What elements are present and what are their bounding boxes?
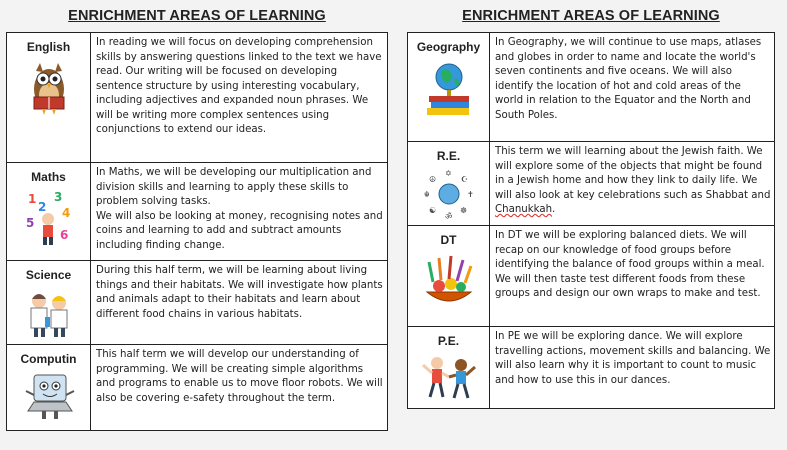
table-row — [7, 261, 388, 345]
svg-text:✝: ✝ — [466, 190, 474, 199]
subject-name: R.E. — [436, 149, 461, 163]
table-row — [408, 33, 775, 142]
religious-symbols-icon — [423, 168, 475, 220]
description-text-main: This term we will learning about the Jewish faith. We will explore some of the objects that might be found in a Jewish home and how they link to daily life. We will also look at key celebrations such as Shabbat and — [495, 146, 771, 201]
description-cell — [91, 163, 388, 261]
svg-text:2: 2 — [37, 200, 46, 214]
subject-name: P.E. — [437, 334, 460, 348]
svg-text:☪: ☪ — [460, 175, 468, 184]
food-groups-icon — [421, 252, 477, 310]
scientists-icon — [22, 287, 76, 339]
left-heading: ENRICHMENT AREAS OF LEARNING — [68, 8, 326, 24]
table-row — [408, 142, 775, 226]
subject-name: Geography — [416, 40, 481, 54]
left-panel — [6, 0, 388, 431]
subject-cell — [408, 33, 490, 142]
subject-cell — [408, 327, 490, 409]
svg-text:5: 5 — [25, 216, 34, 230]
right-panel — [407, 0, 775, 409]
subject-name: Computin — [20, 352, 77, 366]
left-table — [6, 32, 388, 431]
subject-cell — [7, 345, 91, 431]
svg-text:☬: ☬ — [423, 190, 430, 199]
description-text: In PE we will be exploring dance. We will explore travelling actions, movement skills and balancing. We will also learn why it is important to count to music and how to use this in our dances. — [495, 331, 771, 386]
description-text — [495, 145, 771, 218]
description-text-2: We will also be looking at money, recognising notes and coins and learning to add and subtract amounts including finding change. — [96, 210, 383, 251]
subject-cell — [408, 142, 490, 226]
right-heading: ENRICHMENT AREAS OF LEARNING — [462, 8, 720, 24]
table-row — [408, 226, 775, 327]
svg-text:ॐ: ॐ — [444, 212, 452, 220]
description-cell — [91, 33, 388, 163]
right-table — [407, 32, 775, 409]
owl-reading-icon — [24, 59, 74, 117]
svg-text:1: 1 — [27, 192, 36, 206]
table-row — [7, 163, 388, 261]
description-text: This half term we will develop our understanding of programming. We will be creating simple algorithms and programs to enable us to move floor robots. We will also be covering e-safety throughout the term. — [96, 349, 383, 404]
description-cell — [490, 142, 775, 226]
svg-text:☸: ☸ — [459, 206, 467, 215]
description-cell — [490, 327, 775, 409]
description-text: In Geography, we will continue to use maps, atlases and globes in order to name and locate the world's seven continents and five oceans. We will also identify the location of hot and cold areas of the world in relation to the Equator and the North and South Poles. — [495, 37, 762, 121]
table-row — [408, 327, 775, 409]
subject-cell — [7, 33, 91, 163]
svg-text:3: 3 — [53, 190, 62, 204]
description-cell — [490, 226, 775, 327]
subject-name: English — [26, 40, 71, 54]
subject-name: DT — [440, 233, 457, 247]
svg-text:☯: ☯ — [428, 206, 436, 215]
spelling-flagged-word: Chanukkah — [495, 204, 553, 215]
description-text: In reading we will focus on developing comprehension skills by answering questions linked to the text we have read. Our writing will be focused on developing sentence structure by using interesting vocabulary, including adjectives and expanded noun phrases. We will be writing more complex sentences using conjunctions to extend our ideas. — [96, 37, 382, 135]
subject-name: Science — [25, 268, 72, 282]
subject-cell — [7, 261, 91, 345]
globe-and-books-icon — [421, 59, 477, 119]
svg-text:☮: ☮ — [428, 175, 436, 184]
table-row — [7, 345, 388, 431]
description-text: In Maths, we will be developing our multiplication and division skills and learning to apply these skills to problem solving tasks. — [96, 167, 372, 207]
description-cell — [490, 33, 775, 142]
svg-text:✡: ✡ — [444, 169, 452, 178]
svg-text:4: 4 — [61, 206, 70, 220]
description-text-tail: . — [552, 204, 556, 215]
description-cell — [91, 261, 388, 345]
description-cell — [91, 345, 388, 431]
description-text: During this half term, we will be learning about living things and their habitats. We will investigate how plants and animals adapt to their habitats and learn about different food chains in various habitats. — [96, 265, 383, 320]
svg-text:6: 6 — [59, 228, 68, 242]
table-row — [7, 33, 388, 163]
numbers-and-child-icon — [24, 189, 74, 247]
subject-cell — [408, 226, 490, 327]
subject-name: Maths — [31, 170, 66, 184]
dancing-children-icon — [421, 353, 477, 401]
description-text: In DT we will be exploring balanced diets. We will recap on our knowledge of food groups before identifying the balance of food groups within a meal. We will then taste test different foods from these groups and design our own wraps to make and test. — [495, 230, 765, 299]
subject-cell — [7, 163, 91, 261]
laptop-character-icon — [22, 371, 76, 423]
